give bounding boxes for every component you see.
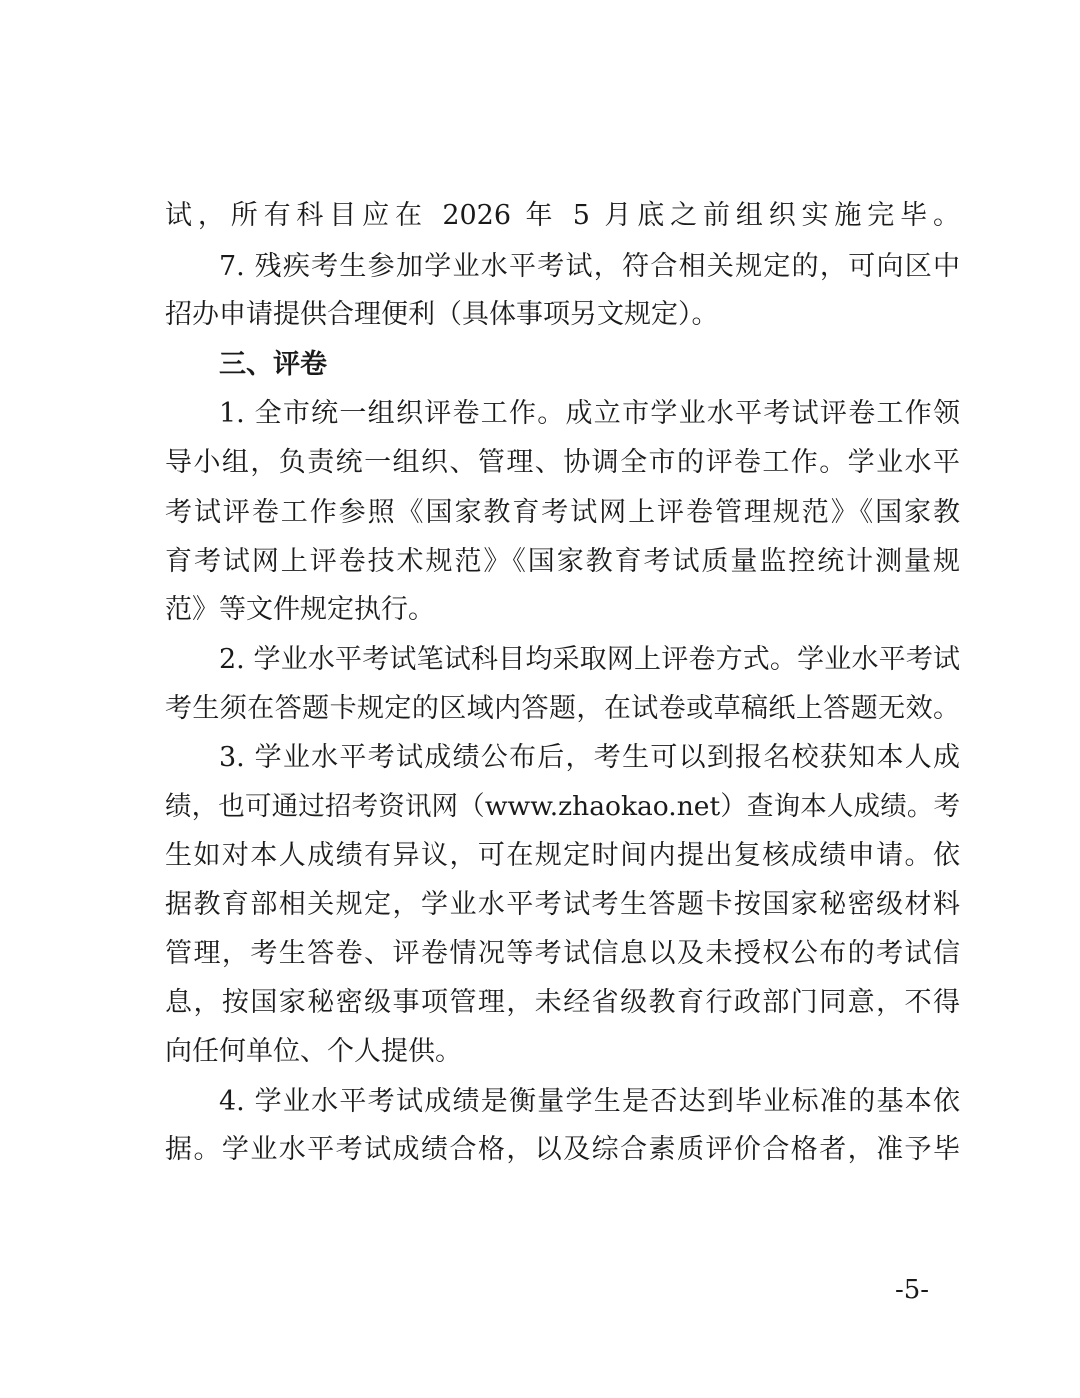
text-line: 考生须在答题卡规定的区域内答题，在试卷或草稿纸上答题无效。 [165, 693, 960, 724]
text-line: 4. 学业水平考试成绩是衡量学生是否达到毕业标准的基本依 [219, 1086, 960, 1117]
text-line: 导小组，负责统一组织、管理、协调全市的评卷工作。学业水平 [165, 447, 960, 478]
text-line: 试，所有科目应在 2026 年 5 月底之前组织实施完毕。 [165, 200, 960, 231]
text-line: 范》等文件规定执行。 [165, 594, 435, 625]
text-line: 7. 残疾考生参加学业水平考试，符合相关规定的，可向区中 [219, 251, 960, 282]
text-line: 2. 学业水平考试笔试科目均采取网上评卷方式。学业水平考试 [219, 644, 960, 675]
text-line: 据。学业水平考试成绩合格，以及综合素质评价合格者，准予毕 [165, 1134, 960, 1165]
text-line: 考试评卷工作参照《国家教育考试网上评卷管理规范》《国家教 [165, 497, 960, 528]
section-heading: 三、评卷 [219, 349, 327, 380]
text-line: 3. 学业水平考试成绩公布后，考生可以到报名校获知本人成 [219, 742, 960, 773]
text-line: 育考试网上评卷技术规范》《国家教育考试质量监控统计测量规 [165, 546, 960, 577]
text-line: 招办申请提供合理便利（具体事项另文规定）。 [165, 299, 719, 330]
page-number: -5- [894, 1275, 930, 1305]
text-line: 生如对本人成绩有异议，可在规定时间内提出复核成绩申请。依 [165, 840, 960, 871]
text-line: 绩，也可通过招考资讯网（www.zhaokao.net）查询本人成绩。考 [165, 791, 960, 822]
text-line: 管理，考生答卷、评卷情况等考试信息以及未授权公布的考试信 [165, 938, 960, 969]
text-line: 1. 全市统一组织评卷工作。成立市学业水平考试评卷工作领 [219, 398, 960, 429]
text-line: 据教育部相关规定，学业水平考试考生答题卡按国家秘密级材料 [165, 889, 960, 920]
text-line: 息，按国家秘密级事项管理，未经省级教育行政部门同意，不得 [165, 987, 960, 1018]
text-line: 向任何单位、个人提供。 [165, 1036, 462, 1067]
